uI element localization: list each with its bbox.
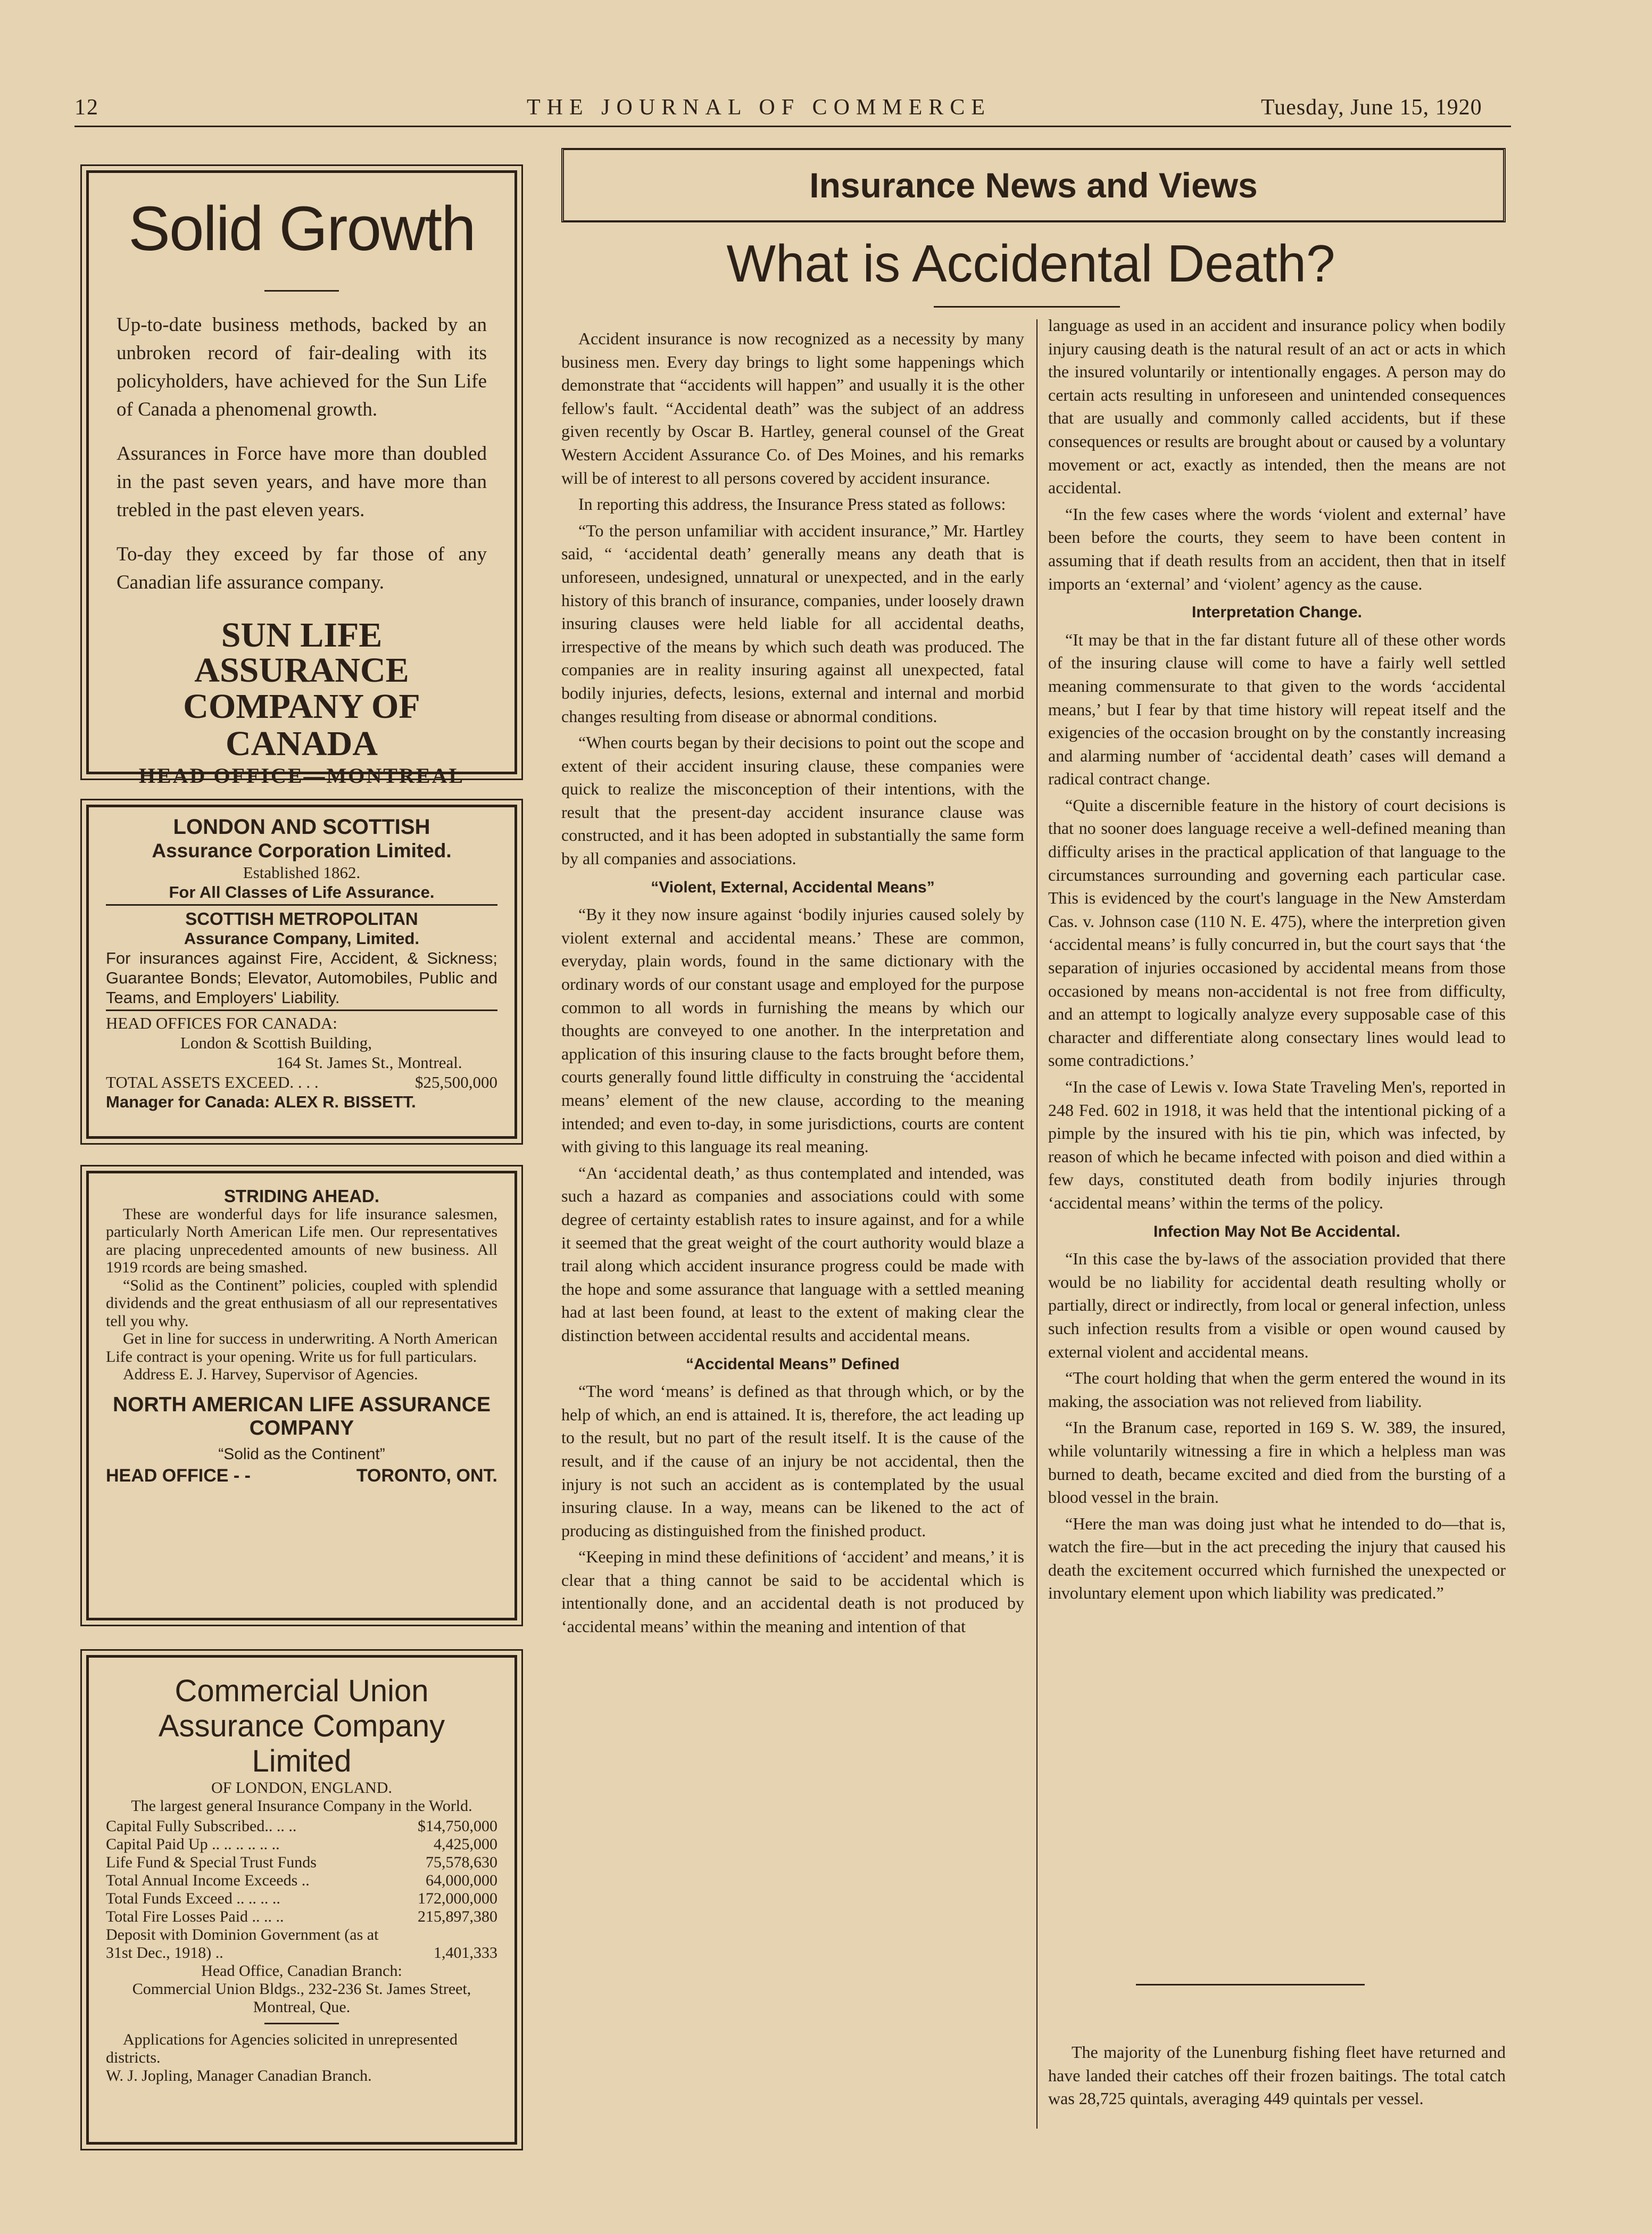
- branch: Head Office, Canadian Branch:: [201, 1962, 402, 1980]
- article-paragraph: “By it they now insure against ‘bodily injuries caused solely by violent external and accidental means.’ These are common, everyday, plain words, found in the same dictionary with the ordinary words of our constant usage and employed for the purpose common to all words in furnishing the means by which our thoughts are conveyed to one another. In the interpretation and application of this insuring clause to the facts brought before them, courts generally found little difficulty in construing the ‘accidental means’ element of the new clause, according to the meaning intended; and even to-day, in some jurisdictions, courts are content with giving to this language its real meaning.: [561, 905, 1024, 1156]
- insurance-lines: For insurances against Fire, Accident, & Sickness; Guarantee Bonds; Elevator, Automobiles, Public and Teams, and Employers' Liability.: [106, 948, 497, 1011]
- financial-label: Total Annual Income Exceeds ..: [106, 1872, 310, 1889]
- article-paragraph: “When courts began by their decisions to point out the scope and extent of their accident insuring clause, these companies were quick to realize the misconception of their intentions, with the result that the present-day accident insurance clause was constructed, and it has been adopted in substantially the same form by all companies and associations.: [561, 733, 1024, 868]
- sun-life-logo: SUN LIFE ASSURANCE COMPANY OF CANADA HEAD OFFICE—MONTREAL: [138, 616, 465, 788]
- financial-value: 215,897,380: [418, 1908, 497, 1925]
- financials-table: [106, 1817, 497, 1962]
- ad-paragraph: To-day they exceed by far those of any Canadian life assurance company.: [117, 543, 487, 593]
- article-headline: What is Accidental Death?: [726, 234, 1335, 293]
- financial-value: $14,750,000: [418, 1817, 497, 1835]
- building: London & Scottish Building,: [180, 1033, 372, 1052]
- article-paragraph: “The word ‘means’ is defined as that through which, or by the help of which, an end is attained. It is, therefore, the act leading up to the result, but no part of the result itself. It is the cause of the result, and if the cause of an injury be not accidental, then the injury is not such an accident as is contemplated by the usual insuring clause. In a way, means can be likened to the act of producing as distinguished from the finished product.: [561, 1381, 1024, 1540]
- article-paragraph: “In the few cases where the words ‘violent and external’ have been before the courts, they seem to have been content in assuming that if death results from an accident, then that in itself imports an ‘external’ and ‘violent’ agency as the cause.: [1048, 504, 1506, 593]
- financial-row: [106, 1817, 497, 1835]
- subheading: Interpretation Change.: [1191, 603, 1363, 622]
- tagline: The largest general Insurance Company in the World.: [131, 1797, 472, 1815]
- article-column-2: [1048, 314, 1506, 1608]
- financial-value: 64,000,000: [426, 1872, 497, 1889]
- financial-label: Total Funds Exceed .. .. .. ..: [106, 1890, 280, 1907]
- divider: [264, 290, 339, 292]
- subheading: Infection May Not Be Accidental.: [1153, 1222, 1400, 1240]
- financial-value: 1,401,333: [434, 1944, 497, 1962]
- section-banner: [561, 148, 1506, 222]
- article-paragraph: “It may be that in the far distant future all of these other words of the insuring clause will come to have a fairly well settled meaning commensurate to that given to the words ‘accidental means,’ but I fear by that time history will repeat itself and the exigencies of the occasion brought on by the constantly increasing and alarming number of ‘accidental death’ cases will demand a radical contract change.: [1048, 630, 1506, 789]
- branch-address: Commercial Union Bldgs., 232-236 St. James Street, Montreal, Que.: [132, 1980, 471, 2016]
- article-paragraph: “Here the man was doing just what he intended to do—that is, watch the fire—but in the act preceding the injury that caused his death the excitement occurred which furnished the unexpected or involuntary element upon which liability was predicated.”: [1048, 1513, 1506, 1603]
- ad-paragraph: Up-to-date business methods, backed by an unbroken record of fair-dealing with its policyholders, have achieved for the Sun Life of Canada a phenomenal growth.: [117, 314, 487, 420]
- ad-commercial-union: [86, 1655, 517, 2145]
- financial-row: [106, 1926, 497, 1962]
- ad-sun-life: [86, 170, 517, 788]
- article-paragraph: Accident insurance is now recognized as a necessity by many business men. Every day brings to light some happenings which demonstrate that “accidents will happen” and usually it is the other fellow's fault. “Accidental death” was the subject of an address given recently by Oscar B. Hartley, general counsel of the Great Western Accident Assurance Co. of Des Moines, and his remarks will be of interest to all persons covered by accident insurance.: [561, 329, 1024, 487]
- filler-text: The majority of the Lunenburg fishing fleet have returned and have landed their catches off their frozen baitings. The total catch was 28,725 quintals, averaging 449 quintals per vessel.: [1048, 2042, 1506, 2108]
- financial-value: 4,425,000: [434, 1835, 497, 1853]
- classes: For All Classes of Life Assurance.: [106, 882, 497, 906]
- subheading: “Violent, External, Accidental Means”: [651, 878, 935, 896]
- divider: [264, 2023, 339, 2024]
- ad-paragraph: Assurances in Force have more than doubled in the past seven years, and have more than trebled in the past eleven years.: [117, 443, 487, 521]
- financial-row: [106, 1872, 497, 1890]
- ad-london-scottish: [86, 805, 517, 1139]
- article-paragraph: In reporting this address, the Insurance Press stated as follows:: [578, 494, 1006, 514]
- financial-value: 75,578,630: [426, 1854, 497, 1871]
- article-paragraph: “Quite a discernible feature in the history of court decisions is that no sooner does language receive a well-defined meaning than difficulty arises in the practical application of that language to the circumstances surrounding and governing each particular case. This is evidenced by the court's language in the New Amsterdam Cas. v. Johnson case (110 N. E. 475), where the interpretion given ‘accidental means’ is fully concurred in, but the court says that ‘the separation of injuries occasioned by accidental means from those occasioned by means non-accidental is not free from difficulty, and an attempt to logically analyze every supposable case of this character and differentiate along consectary lines would lead to some contradictions.’: [1048, 795, 1506, 1070]
- financial-label: Life Fund & Special Trust Funds: [106, 1854, 317, 1871]
- slogan: “Solid as the Continent”: [218, 1445, 385, 1463]
- article-column-1: [561, 327, 1024, 1642]
- assets-value: $25,500,000: [415, 1073, 497, 1091]
- ad-title: LONDON AND SCOTTISH: [173, 815, 430, 839]
- ad-paragraph: These are wonderful days for life insurance salesmen, particularly North American Life men. Our representatives are placing unprecedented amounts of new business. All 1919 rcords are being smashed.: [106, 1205, 497, 1276]
- article-paragraph: “An ‘accidental death,’ as thus contemplated and intended, was such a hazard as companies and associations could with some degree of certainty establish rates to insure against, and for a while it seemed that the great weight of the court authority would blaze a trail along which accident insurance progress could be made with the hope and some assurance that language with a settled meaning had at last been found, at least to the extent of making clear the distinction between accidental results and accidental means.: [561, 1163, 1024, 1345]
- sub-company: SCOTTISH METROPOLITAN: [185, 909, 418, 929]
- ad-north-american-life: [86, 1171, 517, 1620]
- article-paragraph: language as used in an accident and insurance policy when bodily injury causing death is the natural result of an act or acts in which the insured voluntarily or intentionally engages. A person may do certain acts resulting in unforeseen and unintended consequences that are usually and commonly called accidents, but if these consequences or results are brought about or caused by a voluntary movement or act, exactly as intended, then the means are not accidental.: [1048, 316, 1506, 498]
- financial-row: [106, 1835, 497, 1854]
- ad-heading: STRIDING AHEAD.: [223, 1186, 380, 1206]
- header-rule: [74, 126, 1511, 127]
- article-paragraph: “To the person unfamiliar with accident insurance,” Mr. Hartley said, “ ‘accidental death’ generally means any death that is unforeseen, undesigned, unnatural or unexpected, and in the early history of this branch of insurance, companies, under loosely drawn insuring clauses were held liable for all accidental deaths, irrespective of the means by which such death was produced. The companies are in reality insuring against all unexpected, fatal bodily injuries, defects, lesions, external and internal and morbid changes resulting from disease or abnormal conditions.: [561, 520, 1024, 726]
- headline-rule: [934, 306, 1120, 308]
- head-office-label: HEAD OFFICE - -: [106, 1466, 251, 1486]
- ad-paragraph: Address E. J. Harvey, Supervisor of Agencies.: [123, 1366, 418, 1383]
- ad-subtitle: Assurance Corporation Limited.: [152, 840, 452, 862]
- company-name: NORTH AMERICAN LIFE ASSURANCE COMPANY: [113, 1393, 491, 1439]
- assets-label: TOTAL ASSETS EXCEED. . . .: [106, 1073, 319, 1091]
- filler-rule: [1136, 1984, 1365, 1985]
- article-paragraph: “In the case of Lewis v. Iowa State Traveling Men's, reported in 248 Fed. 602 in 1918, it was held that the intentional picking of a pimple by the insured with his tie pin, which was infected, by reason of which he became infected with poison and died within a few days, constituted death from bodily injuries through ‘accidental means’ within the terms of the policy.: [1048, 1077, 1506, 1212]
- financial-value: 172,000,000: [418, 1890, 497, 1907]
- financial-label: Capital Fully Subscribed.. .. ..: [106, 1817, 297, 1835]
- head-office-city: TORONTO, ONT.: [356, 1466, 497, 1486]
- location: OF LONDON, ENGLAND.: [211, 1779, 392, 1797]
- ad-paragraph: Get in line for success in underwriting. A North American Life contract is your opening. Write us for full particulars.: [106, 1330, 497, 1366]
- financial-row: [106, 1890, 497, 1908]
- article-paragraph: “Keeping in mind these definitions of ‘accident’ and means,’ it is clear that a thing cannot be said to be accidental which is intentionally done, and an accidental death is not produced by ‘accidental means’ within the meaning and intention of that: [561, 1547, 1024, 1636]
- financial-label: Deposit with Dominion Government (as at 31st Dec., 1918) ..: [106, 1926, 379, 1962]
- issue-date: Tuesday, June 15, 1920: [1261, 95, 1482, 120]
- financial-label: Total Fire Losses Paid .. .. ..: [106, 1908, 284, 1925]
- manager: Manager for Canada: ALEX R. BISSETT.: [106, 1093, 416, 1111]
- financial-row: [106, 1908, 497, 1926]
- street: 164 St. James St., Montreal.: [276, 1053, 462, 1072]
- financial-label: Capital Paid Up .. .. .. .. .. ..: [106, 1835, 280, 1853]
- financial-row: [106, 1854, 497, 1872]
- filler-item: [1048, 2041, 1506, 2114]
- manager: W. J. Jopling, Manager Canadian Branch.: [106, 2067, 372, 2084]
- head-offices: HEAD OFFICES FOR CANADA:: [106, 1014, 337, 1032]
- ad-title: Commercial Union Assurance Company Limited: [158, 1674, 445, 1778]
- page-number: 12: [74, 95, 99, 120]
- ad-paragraph: “Solid as the Continent” policies, coupled with splendid dividends and the great enthusiasm of all our representatives tell you why.: [106, 1276, 497, 1330]
- sub-company-2: Assurance Company, Limited.: [184, 929, 420, 948]
- section-title: Insurance News and Views: [809, 166, 1258, 205]
- article-paragraph: “In the Branum case, reported in 169 S. W. 389, the insured, while voluntarily witnessing a fire in which a helpless man was burned to death, became excited and died from the bursting of a blood vessel in the brain.: [1048, 1418, 1506, 1507]
- column-rule: [1036, 319, 1037, 2129]
- subheading: “Accidental Means” Defined: [686, 1355, 900, 1373]
- journal-title: THE JOURNAL OF COMMERCE: [527, 95, 991, 120]
- ad-title: Solid Growth: [128, 194, 475, 264]
- article-paragraph: “The court holding that when the germ entered the wound in its making, the association was not relieved from liability.: [1048, 1368, 1506, 1411]
- established: Established 1862.: [243, 863, 361, 882]
- article-paragraph: “In this case the by-laws of the association provided that there would be no liability for accidental death resulting wholly or partially, direct or indirectly, from local or general infection, unless such infection results from a visible or open wound caused by external violent and accidental means.: [1048, 1249, 1506, 1361]
- applications: Applications for Agencies solicited in unrepresented districts.: [106, 2031, 458, 2066]
